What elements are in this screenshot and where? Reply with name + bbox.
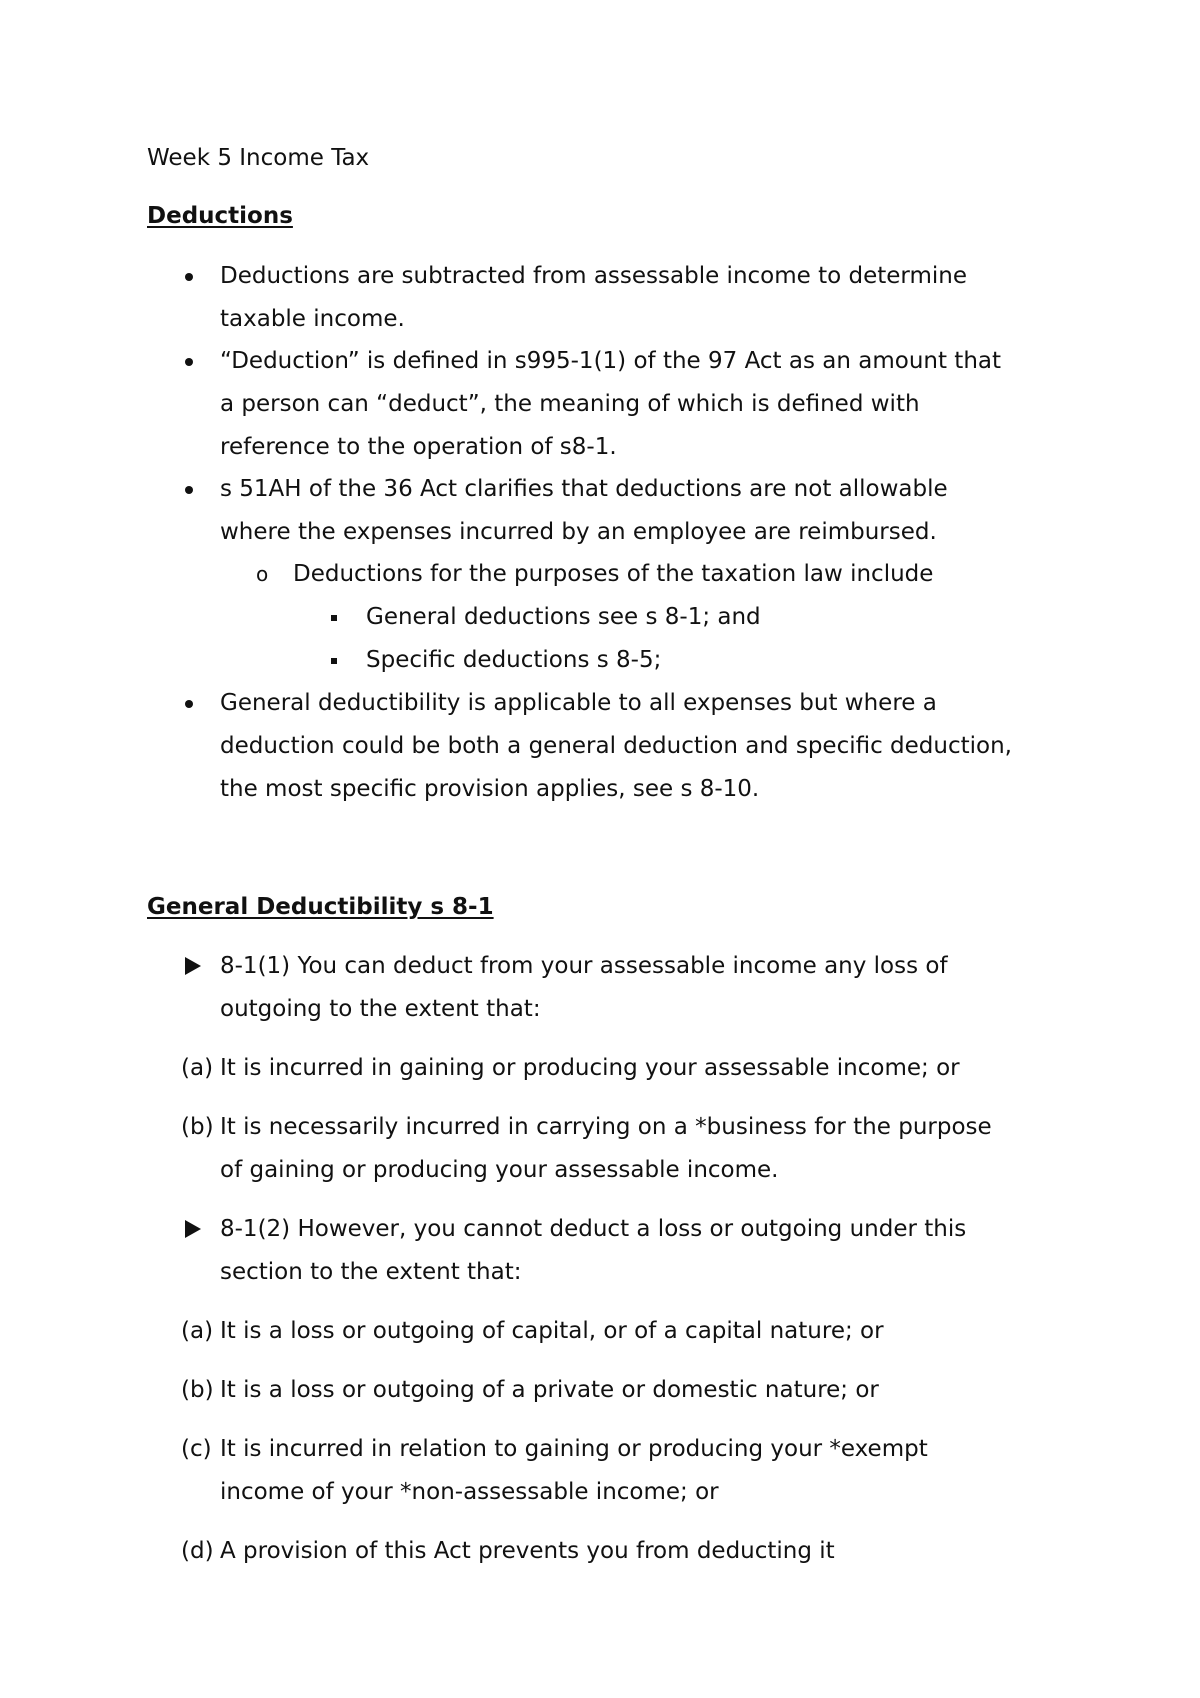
list-label-d: (d) [181,1538,214,1564]
provision-8-1-2-line-2: section to the extent that: [220,1259,522,1285]
arrow-right-icon [185,1220,201,1238]
provision-8-1-2-c-line-1: It is incurred in relation to gaining or producing your *exempt [220,1436,928,1462]
bullet-3-line-2: where the expenses incurred by an employee are reimbursed. [220,519,937,545]
list-label-b: (b) [181,1114,214,1140]
bullet-1-line-2: taxable income. [220,306,405,332]
bullet-icon [185,273,193,281]
bullet-3-line-1: s 51AH of the 36 Act clarifies that deductions are not allowable [220,476,948,502]
sub-bullet-text: Deductions for the purposes of the taxation law include [293,561,934,587]
sub-sub-item-2: Specific deductions s 8-5; [366,647,662,673]
provision-8-1-2-c-line-2: income of your *non-assessable income; or [220,1479,719,1505]
bullet-4-line-1: General deductibility is applicable to all expenses but where a [220,690,937,716]
bullet-2-line-3: reference to the operation of s8-1. [220,434,617,460]
bullet-1-line-1: Deductions are subtracted from assessable income to determine [220,263,967,289]
sub-sub-item-1: General deductions see s 8-1; and [366,604,761,630]
provision-8-1-2-b: It is a loss or outgoing of a private or domestic nature; or [220,1377,879,1403]
bullet-icon [185,700,193,708]
provision-8-1-1-b-line-1: It is necessarily incurred in carrying on a *business for the purpose [220,1114,992,1140]
section-heading-general-deductibility: General Deductibility s 8-1 [147,894,494,920]
bullet-2-line-1: “Deduction” is defined in s995-1(1) of the 97 Act as an amount that [220,348,1002,374]
document-title: Week 5 Income Tax [147,145,370,171]
arrow-right-icon [185,957,201,975]
provision-8-1-2-line-1: 8-1(2) However, you cannot deduct a loss or outgoing under this [220,1216,967,1242]
list-label-a: (a) [181,1318,214,1344]
list-label-b: (b) [181,1377,214,1403]
square-bullet-icon [331,658,337,664]
sub-bullet-circle-icon: o [256,562,269,586]
bullet-4-line-2: deduction could be both a general deduction and specific deduction, [220,733,1012,759]
provision-8-1-2-d: A provision of this Act prevents you from deducting it [220,1538,835,1564]
provision-8-1-1-line-2: outgoing to the extent that: [220,996,541,1022]
provision-8-1-1-line-1: 8-1(1) You can deduct from your assessable income any loss of [220,953,948,979]
bullet-icon [185,486,193,494]
section-heading-deductions: Deductions [147,203,293,229]
bullet-4-line-3: the most specific provision applies, see s 8-10. [220,776,760,802]
bullet-2-line-2: a person can “deduct”, the meaning of which is defined with [220,391,920,417]
list-label-a: (a) [181,1055,214,1081]
list-label-c: (c) [181,1436,212,1462]
provision-8-1-1-b-line-2: of gaining or producing your assessable income. [220,1157,779,1183]
square-bullet-icon [331,615,337,621]
provision-8-1-2-a: It is a loss or outgoing of capital, or of a capital nature; or [220,1318,884,1344]
provision-8-1-1-a: It is incurred in gaining or producing your assessable income; or [220,1055,960,1081]
bullet-icon [185,358,193,366]
